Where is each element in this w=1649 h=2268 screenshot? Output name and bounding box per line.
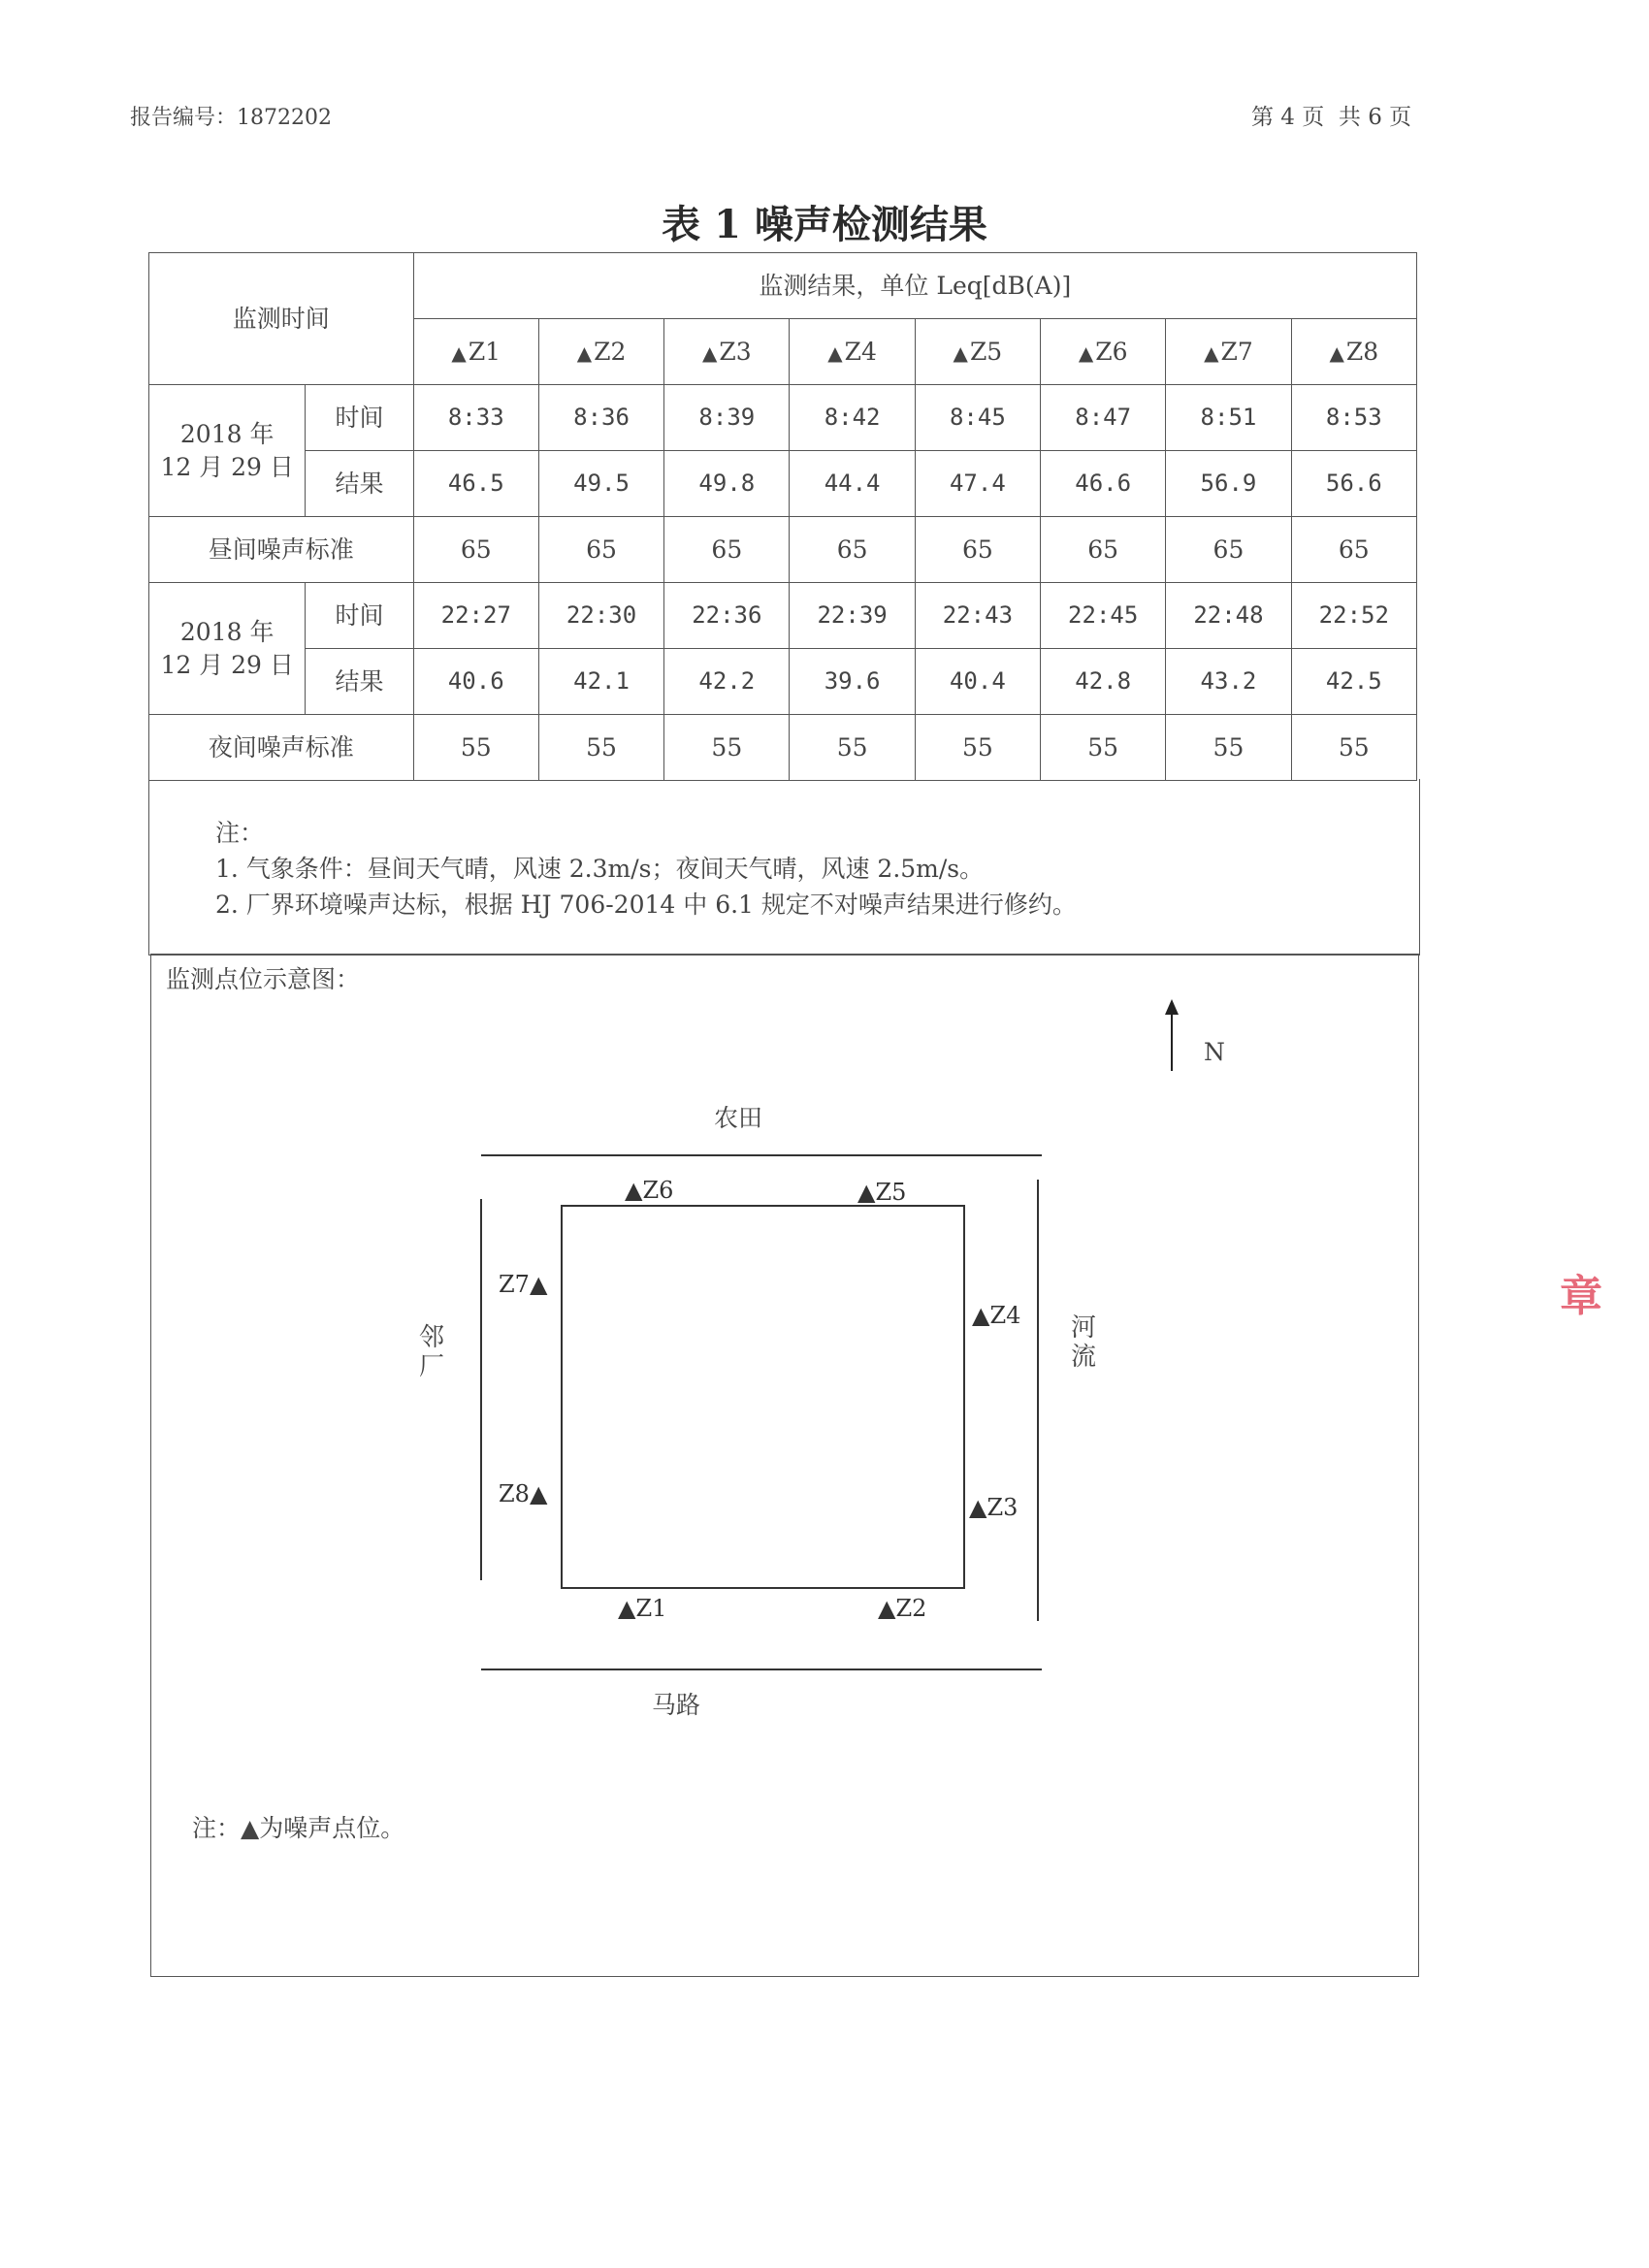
point-label: Z4 <box>989 1302 1021 1329</box>
diagram-title: 监测点位示意图： <box>166 965 361 993</box>
night-date-text: 2018 年 12 月 29 日 <box>160 617 294 679</box>
notes-section <box>148 779 1420 956</box>
point-z3 <box>969 1494 1018 1521</box>
note-line-2: 2. 厂界环境噪声达标，根据 HJ 706-2014 中 6.1 规定不对噪声结果进行修约。 <box>215 891 1077 919</box>
result-cell: 49.5 <box>538 451 663 517</box>
notes-title: 注： <box>215 819 265 847</box>
time-cell: 22:36 <box>664 583 790 649</box>
night-time-label: 时间 <box>306 583 413 649</box>
point-header-label: Z7 <box>1220 337 1253 366</box>
standard-cell: 65 <box>1041 517 1166 583</box>
day-result-label: 结果 <box>306 451 413 517</box>
point-header-z3 <box>664 319 790 385</box>
noise-results-table <box>148 252 1417 781</box>
north-label: N <box>1204 1038 1225 1066</box>
result-cell: 42.8 <box>1041 649 1166 715</box>
result-cell: 46.6 <box>1041 451 1166 517</box>
result-cell: 42.1 <box>538 649 663 715</box>
night-result-row <box>149 649 1417 715</box>
plant-boundary <box>561 1205 965 1589</box>
marker-icon: ▲ <box>953 340 968 365</box>
results-unit-header: 监测结果，单位 Leq[dB(A)] <box>413 253 1416 319</box>
day-date-text: 2018 年 12 月 29 日 <box>160 419 294 481</box>
result-cell: 56.9 <box>1166 451 1291 517</box>
point-header-label: Z6 <box>1095 337 1128 366</box>
marker-icon: ▲ <box>529 1480 548 1507</box>
standard-cell: 65 <box>1166 517 1291 583</box>
farmland-label: 农田 <box>714 1104 763 1132</box>
marker-icon: ▲ <box>969 1494 987 1521</box>
night-standard-row <box>149 715 1417 781</box>
result-cell: 44.4 <box>790 451 915 517</box>
result-cell: 42.2 <box>664 649 790 715</box>
marker-icon: ▲ <box>1329 340 1344 365</box>
night-date-cell <box>149 583 306 715</box>
marker-icon: ▲ <box>625 1177 643 1204</box>
standard-cell: 55 <box>413 715 538 781</box>
time-cell: 22:43 <box>915 583 1040 649</box>
diagram-footnote: 注：▲为噪声点位。 <box>192 1814 405 1842</box>
time-cell: 8:39 <box>664 385 790 451</box>
marker-icon: ▲ <box>618 1595 636 1622</box>
point-label: Z2 <box>895 1595 927 1622</box>
point-header-label: Z4 <box>844 337 877 366</box>
point-z5 <box>857 1179 906 1206</box>
time-cell: 22:30 <box>538 583 663 649</box>
marker-icon: ▲ <box>1204 340 1219 365</box>
time-cell: 22:27 <box>413 583 538 649</box>
point-header-z1 <box>413 319 538 385</box>
marker-icon: ▲ <box>1078 340 1094 365</box>
point-label: Z5 <box>875 1179 907 1206</box>
day-standard-label: 昼间噪声标准 <box>149 517 414 583</box>
point-z4 <box>972 1302 1020 1329</box>
marker-icon: ▲ <box>701 340 718 365</box>
farmland-boundary <box>481 1154 1042 1156</box>
point-header-z6 <box>1041 319 1166 385</box>
result-cell: 39.6 <box>790 649 915 715</box>
table-title: 表 1 噪声检测结果 <box>662 202 987 247</box>
monitor-time-header: 监测时间 <box>149 253 414 385</box>
point-header-label: Z8 <box>1345 337 1379 366</box>
marker-icon: ▲ <box>972 1302 990 1329</box>
marker-icon: ▲ <box>529 1271 548 1298</box>
point-header-label: Z2 <box>594 337 627 366</box>
time-cell: 8:42 <box>790 385 915 451</box>
result-cell: 43.2 <box>1166 649 1291 715</box>
result-cell: 47.4 <box>915 451 1040 517</box>
point-label: Z3 <box>986 1494 1018 1521</box>
time-cell: 22:45 <box>1041 583 1166 649</box>
neighbor-factory-boundary <box>480 1199 482 1580</box>
standard-cell: 55 <box>664 715 790 781</box>
point-label: Z6 <box>642 1177 674 1204</box>
point-header-z5 <box>915 319 1040 385</box>
page-info: 第 4 页 共 6 页 <box>1251 105 1412 130</box>
result-cell: 49.8 <box>664 451 790 517</box>
point-z2 <box>878 1595 926 1622</box>
night-time-row <box>149 583 1417 649</box>
standard-cell: 55 <box>538 715 663 781</box>
time-cell: 22:48 <box>1166 583 1291 649</box>
note-line-1: 1. 气象条件：昼间天气晴，风速 2.3m/s；夜间天气晴，风速 2.5m/s。 <box>215 855 985 883</box>
river-label: 河流 <box>1071 1313 1097 1372</box>
time-cell: 8:45 <box>915 385 1040 451</box>
neighbor-factory-label: 邻厂 <box>419 1323 445 1381</box>
result-cell: 46.5 <box>413 451 538 517</box>
point-header-label: Z3 <box>719 337 752 366</box>
result-cell: 56.6 <box>1291 451 1416 517</box>
standard-cell: 65 <box>664 517 790 583</box>
day-date-cell <box>149 385 306 517</box>
standard-cell: 55 <box>1166 715 1291 781</box>
point-label: Z8 <box>499 1480 530 1507</box>
standard-cell: 65 <box>790 517 915 583</box>
marker-icon: ▲ <box>827 340 843 365</box>
river-boundary <box>1037 1180 1039 1621</box>
point-header-z8 <box>1291 319 1416 385</box>
marker-icon: ▲ <box>576 340 593 365</box>
time-cell: 22:52 <box>1291 583 1416 649</box>
night-standard-label: 夜间噪声标准 <box>149 715 414 781</box>
day-standard-row <box>149 517 1417 583</box>
time-cell: 8:51 <box>1166 385 1291 451</box>
point-z6 <box>625 1177 673 1204</box>
marker-icon: ▲ <box>451 340 467 365</box>
standard-cell: 65 <box>1291 517 1416 583</box>
result-cell: 40.4 <box>915 649 1040 715</box>
road-label: 马路 <box>652 1691 701 1719</box>
point-header-z2 <box>538 319 663 385</box>
standard-cell: 55 <box>1291 715 1416 781</box>
point-header-z4 <box>790 319 915 385</box>
standard-cell: 55 <box>790 715 915 781</box>
point-label: Z1 <box>635 1595 667 1622</box>
standard-cell: 55 <box>915 715 1040 781</box>
time-cell: 8:33 <box>413 385 538 451</box>
point-header-z7 <box>1166 319 1291 385</box>
marker-icon: ▲ <box>878 1595 896 1622</box>
point-z1 <box>618 1595 666 1622</box>
point-z7 <box>499 1271 547 1298</box>
result-cell: 42.5 <box>1291 649 1416 715</box>
report-number: 报告编号：1872202 <box>130 106 332 130</box>
standard-cell: 55 <box>1041 715 1166 781</box>
standard-cell: 65 <box>413 517 538 583</box>
standard-cell: 65 <box>915 517 1040 583</box>
day-result-row <box>149 451 1417 517</box>
day-time-row <box>149 385 1417 451</box>
monitoring-diagram <box>150 954 1419 1977</box>
result-cell: 40.6 <box>413 649 538 715</box>
point-label: Z7 <box>499 1271 530 1298</box>
marker-icon: ▲ <box>857 1179 876 1206</box>
time-cell: 8:53 <box>1291 385 1416 451</box>
night-result-label: 结果 <box>306 649 413 715</box>
standard-cell: 65 <box>538 517 663 583</box>
point-header-label: Z1 <box>468 337 501 366</box>
time-cell: 22:39 <box>790 583 915 649</box>
north-arrow-shaft <box>1171 1011 1173 1071</box>
time-cell: 8:47 <box>1041 385 1166 451</box>
day-time-label: 时间 <box>306 385 413 451</box>
seal-stamp: 章 <box>1560 1272 1602 1321</box>
point-header-label: Z5 <box>969 337 1003 366</box>
time-cell: 8:36 <box>538 385 663 451</box>
point-z8 <box>499 1480 547 1507</box>
road-boundary <box>481 1669 1042 1670</box>
